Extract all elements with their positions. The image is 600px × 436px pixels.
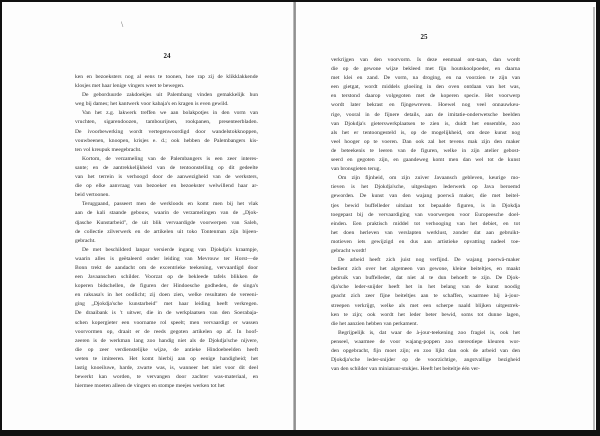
text-line: djasche Kunstarbeid", de uit blik vervaardigde voorwerpen van Saleh, bbox=[75, 219, 258, 226]
text-line: Bonn trekt de aandacht om de excentrieke teekening, vervaardigd door bbox=[75, 264, 258, 271]
text-line: De draaibank is 't uitwer, die in de werkplaatsen van den Soerabaja- bbox=[75, 310, 258, 317]
text-line: streepen verkrijgt, welke als met een scherpe naald blijken uitgestrek- bbox=[331, 302, 520, 309]
text-line: seerd en gegoten zijn, en gaandeweg komt men dan wel tot de kunst bbox=[331, 157, 520, 164]
left-page bbox=[2, 2, 293, 430]
text-line: bedient zich over het algemeen van gewone, kleine beiteltjes, en maakt bbox=[331, 266, 520, 273]
text-line: waarin alles is geëtaleerd onder leiding van Mevrouw ter Horst—de bbox=[75, 255, 258, 262]
text-line: ten vol kreupuk meegebracht. bbox=[75, 146, 142, 153]
text-line: De ivoorbewerking wordt vertegenwoordigd door wandelstokknoppen, bbox=[75, 128, 258, 135]
text-line: gebracht wordt! bbox=[331, 247, 367, 254]
text-line: de collectie zilverwerk en de artikelen uit toko Tontenman zijn bijeen- bbox=[75, 228, 258, 235]
text-line: Van het z.g. lakwerk treffen we aan bolakpotjes in den vorm van bbox=[82, 110, 258, 117]
text-line: sante; en de aantrekkelijkheid van de tentoonstelling op dit gedeelte bbox=[75, 164, 258, 171]
text-line: klosjes met haar lenige vingers weet te bewegen. bbox=[75, 83, 185, 90]
text-line: tjes bewid buffelleder uitslaat tot bepaalde figuren, is in Djokdja bbox=[331, 202, 520, 209]
text-line: die het aanzien hebben van perkament. bbox=[331, 320, 418, 327]
text-line: motieven iets gewijzigd en dus aan artistieke opvatting nadeel toe- bbox=[331, 238, 520, 245]
right-page bbox=[295, 2, 596, 430]
text-line: gebruik van buffelleder, dat niet al te dun behoeft te zijn. De Djok- bbox=[331, 275, 520, 282]
text-line: zeeren is de werkman lang zoo handig niet als de Djokdja'sche nijvere, bbox=[75, 337, 258, 344]
text-line: rige, vooral in de fijnere details, aan de imitatie-onderwetsche beelden bbox=[331, 111, 520, 118]
text-line: De arbeid heeft zich juist nog verfijnd. De wajang poerwâ-maker bbox=[338, 257, 520, 264]
page-number: 25 bbox=[420, 33, 428, 41]
text-line: van het terrein is verhoogd door de aanwezigheid van de werksters, bbox=[75, 174, 258, 181]
text-line: ken te zijn; ook wordt het leder beter bewid, soms tot dunne lagen, bbox=[331, 311, 520, 318]
text-line: lastig knoeiluwe, harde, zwarte was, is, wanneer het niet voor dit deel bbox=[75, 365, 258, 371]
text-line: het doen herleven van verslapten werklust, zonder dat aan gebruikt- bbox=[331, 229, 520, 236]
text-line: aan de kali staande gebouw, waarin de verzamelingen van de „Djok- bbox=[75, 210, 258, 217]
text-line: verkrijgen van den voorvorm. Is deze eenmaal ont-taan, dan wordt bbox=[331, 57, 520, 63]
text-line: geworden. De kunst van den wajang poerwâ maker, die met beitel- bbox=[331, 193, 520, 200]
text-line: weg bij dames; het kantwerk voor kabaja's en kragen is even gewild. bbox=[75, 101, 229, 108]
text-line: ken en bezoeksters nog al eens te toonen, hoe rap zij de klikklakkende bbox=[75, 74, 258, 80]
text-line: als het er tentoongesteld is, op de mogelijkheid, om deze kunst nog bbox=[331, 129, 520, 136]
text-line: de beteekenis te leeren van de figuren, welke in zijn atelier gebost- bbox=[331, 147, 520, 154]
text-line: einden. Een praktisch middel tot verhooging van het debiet, en tot bbox=[331, 220, 520, 227]
text-line: Djokdja'sche leder-snijder op de voorzichtige, angstvallige bezigheid bbox=[331, 357, 520, 364]
text-line: een gietgat, wordt middels gloeiing in den oven ontdaan van het was, bbox=[331, 84, 520, 91]
text-line: penseel, waarmee de voor wajang-poppen zoo stereotiepe kleuren wor- bbox=[331, 338, 520, 345]
text-line: koperen bidschellen, de figuren der Hindoesche godheden, de singa's bbox=[75, 283, 258, 290]
text-line: Teruggaand, passeert men de werkloods en komt men bij het vlak bbox=[82, 201, 258, 208]
text-line: weten te imiteeren. Het komt hierbij aan op eenige handigheid; het bbox=[75, 355, 258, 362]
text-line: tieven is het Djokdja'sche, uitgeslagen lederwerk op Java beroemd bbox=[331, 184, 520, 191]
text-line: en raksasa's in het oodlicht; zij doen zien, welke resultaten de vereeni- bbox=[75, 292, 258, 299]
text-line: veel hooger op te voeren. Dan ook zal het tevens mak zijn den maker bbox=[331, 138, 520, 145]
page-edge bbox=[593, 7, 595, 430]
text-line: voorvormen op, draait er de reeds gegoten artikelen op af. In hoof- bbox=[75, 328, 258, 335]
text-line: De geborduurde zakdoekjes uit Palembang vinden gemakkelijk hun bbox=[82, 92, 258, 99]
text-line: met klei en zand. De vorm, na droging, en na voorzien te zijn van bbox=[331, 75, 520, 82]
text-line: bewerkt kan worden, te vervangen door zachter was-materiaal, en bbox=[75, 374, 258, 381]
text-line: toegepast bij de vervaardiging van voorwerpen voor Europeesche doel- bbox=[331, 211, 520, 218]
text-line: ging „Djokdja'sche kunstarbeid" met haar leiding heeft verkregen. bbox=[75, 301, 258, 308]
text-line: schen kopergieter een voorname rol speelt; men vervaardigt er wassen bbox=[75, 319, 258, 326]
text-line: van den schilder van miniatuur-stukjes. Heeft het beiteltje één ver- bbox=[331, 366, 480, 373]
text-line: gebracht. bbox=[75, 237, 96, 244]
text-line: vouwbeenen, knoopen, krisjes e. d.; ook hebben de Palembangers kis- bbox=[75, 137, 258, 144]
text-line: vruchten, sigarendoozen, tambourijnen, rookpanen, presenteerbladen. bbox=[75, 119, 258, 126]
stray-mark: \ bbox=[121, 20, 124, 29]
text-line: wordt later bekrast en fijngewreven. Hoewel nog veel onnauwkeu- bbox=[331, 102, 520, 109]
text-line: Begrijpelijk is, dat waar de à-jour-teekening zoo fragiel is, ook het bbox=[338, 329, 520, 336]
text-line: van Djokdja's gieterswerkplaatsen te zien is, duidt het ensemble, zoo bbox=[331, 120, 520, 127]
text-line: die op de gewone wijze bekleed met fijn houtskoolpoeder, en daarna bbox=[331, 66, 520, 73]
text-line: Kortom, de verzameling van de Palembangers is een zeer interes- bbox=[82, 155, 258, 162]
text-line: van bronsgieten terug. bbox=[331, 166, 381, 173]
page-number: 24 bbox=[163, 52, 171, 60]
text-line: en terstond daarop volgegoten met de koperen specie. Het voorwerp bbox=[331, 93, 520, 100]
text-line: geacht zich zeer fijne beiteltjes aan te schaffen, waarmee hij à-jour- bbox=[331, 293, 520, 300]
text-line: Om zijn fijnheid, om zijn zuiver Javaansch gebleven, keurige mo- bbox=[338, 175, 520, 182]
book-spread bbox=[2, 2, 595, 430]
text-line: De met beschilderd lanpar versierde ingang van Djokdja's kraampje, bbox=[82, 246, 258, 253]
text-line: die op zeer verdienstelijke wijze, de antieke Hindoebeelden heeft bbox=[75, 346, 258, 353]
text-line: een Javaanschen schilder. Voorzat op de bekleede tafels blikken de bbox=[75, 274, 258, 281]
text-line: die op elke aanvraag van bezoeker en bezoekster welwillend haar ar- bbox=[75, 183, 258, 190]
text-line: dja'sche leder-snijder heeft het in het belang van de kunst noodig bbox=[331, 284, 520, 291]
text-line: den opgebracht, fijn moet zijn; en zoo lijkt dan ook de arbeid van den bbox=[331, 348, 520, 354]
text-line: hiermee moeten alleen de vingers en stompe meejes werken tot het bbox=[75, 383, 225, 390]
text-line: beid vertoonen. bbox=[75, 192, 110, 199]
body-text bbox=[75, 73, 258, 391]
body-text bbox=[331, 56, 520, 374]
